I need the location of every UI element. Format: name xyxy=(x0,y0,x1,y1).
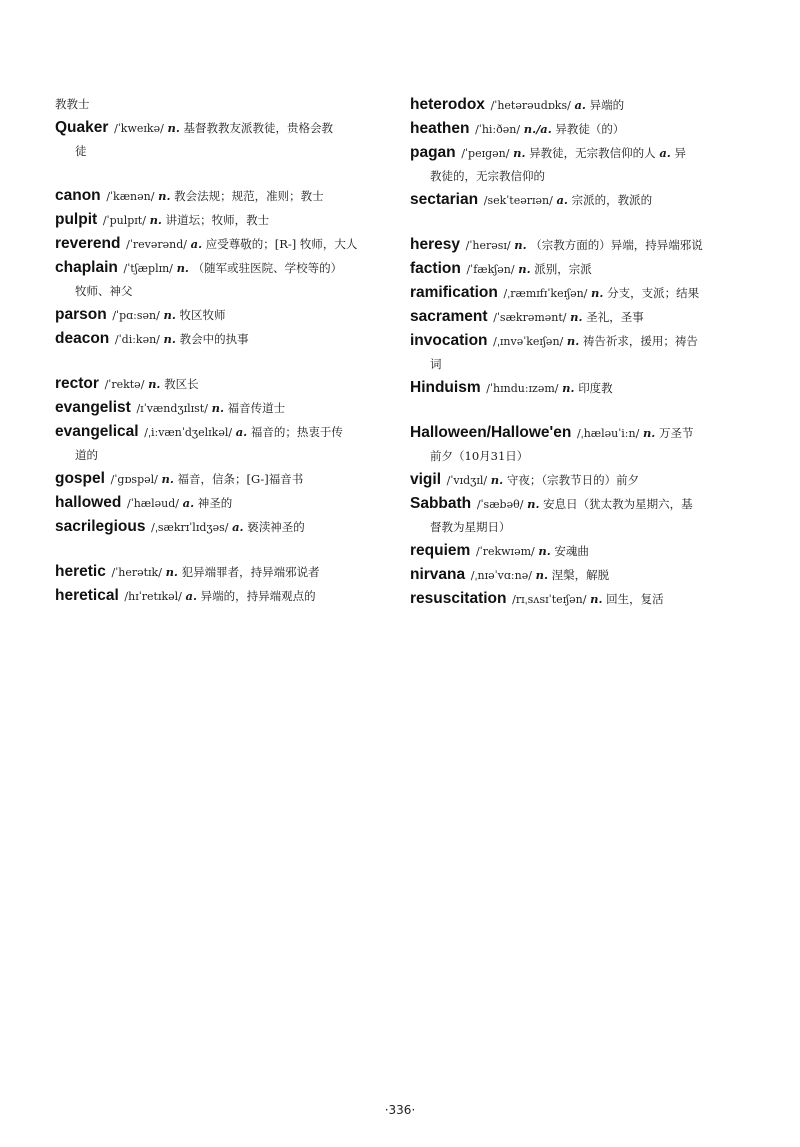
headword: heathen xyxy=(410,120,470,137)
dictionary-entry xyxy=(55,327,385,351)
dictionary-entry xyxy=(410,563,742,587)
pronunciation: /ˌiːvænˈdʒelɪkəl/ xyxy=(144,426,233,439)
headword: evangelist xyxy=(55,399,131,416)
section-gap xyxy=(410,400,742,421)
definition: 牧区牧师 xyxy=(179,308,226,322)
section-gap xyxy=(410,212,742,233)
headword: sacrament xyxy=(410,308,488,325)
pronunciation: /ˈtʃæplɪn/ xyxy=(123,262,173,275)
section-gap xyxy=(55,539,385,560)
definition: 异端的 xyxy=(589,98,625,112)
part-of-speech: n. xyxy=(161,472,174,486)
definition: 福音的；热衷于传 xyxy=(250,425,343,439)
part-of-speech: n. xyxy=(518,262,531,276)
part-of-speech: n. xyxy=(167,121,180,135)
pronunciation: /rɪˌsʌsɪˈteɪʃən/ xyxy=(512,593,587,606)
headword: evangelical xyxy=(55,423,139,440)
definition: 守夜；（宗教节日的）前夕 xyxy=(506,473,640,487)
definition: 异教徒，无宗教信仰的人 xyxy=(529,146,656,160)
pronunciation: /ˈrektə/ xyxy=(104,378,145,391)
dictionary-entry xyxy=(55,303,385,327)
pronunciation: /ˈkweɪkə/ xyxy=(114,122,164,135)
headword: requiem xyxy=(410,542,471,559)
headword: Quaker xyxy=(55,119,109,136)
headword: Halloween/Hallowe'en xyxy=(410,424,572,441)
definition: 教区长 xyxy=(164,377,199,391)
dictionary-entry xyxy=(410,233,742,257)
part-of-speech: n. xyxy=(570,310,583,324)
pronunciation: /ˈrekwɪəm/ xyxy=(475,545,535,558)
part-of-speech: n. xyxy=(163,308,176,322)
pronunciation: /ˈkænən/ xyxy=(106,190,155,203)
part-of-speech: n. xyxy=(490,473,504,487)
definition: 异教徒（的） xyxy=(555,122,625,136)
definition: 祷告祈求，援用；祷告 xyxy=(582,334,698,348)
dictionary-entry xyxy=(55,420,385,467)
pronunciation: /ˈhetərəudɒks/ xyxy=(490,99,571,112)
headword: heresy xyxy=(410,236,460,253)
headword: pulpit xyxy=(55,211,98,228)
dictionary-entry xyxy=(410,281,742,305)
continued-text: 教教士 xyxy=(55,97,90,111)
part-of-speech: n. xyxy=(527,497,540,511)
definition: 福音传道士 xyxy=(227,401,286,415)
definition: 安息日（犹太教为星期六，基 xyxy=(543,497,693,511)
definition: 基督教教友派教徒，贵格会教 xyxy=(183,121,333,135)
definition: 回生，复活 xyxy=(606,592,664,606)
pronunciation: /hɪˈretɪkəl/ xyxy=(124,590,182,603)
definition-continued: 教徒的，无宗教信仰的 xyxy=(430,169,545,183)
pronunciation: /ˌhæləuˈiːn/ xyxy=(576,427,640,440)
dictionary-entry xyxy=(410,305,742,329)
definition-continued: 徒 xyxy=(75,144,87,158)
definition: 福音，信条；[G-]福音书 xyxy=(177,472,304,486)
definition-2: 异 xyxy=(674,146,686,160)
pronunciation: /ˈpeɪgən/ xyxy=(461,147,510,160)
part-of-speech: n. xyxy=(591,286,604,300)
part-of-speech: n. xyxy=(148,377,161,391)
definition: 派别，宗派 xyxy=(534,262,592,276)
headword: chaplain xyxy=(55,259,118,276)
pronunciation: /ˈvɪdʒɪl/ xyxy=(446,474,488,487)
part-of-speech: n. xyxy=(165,565,178,579)
headword: gospel xyxy=(55,470,105,487)
dictionary-entry xyxy=(55,256,385,303)
dictionary-entry xyxy=(55,584,385,608)
dictionary-entry xyxy=(410,117,742,141)
part-of-speech: n. xyxy=(514,238,527,252)
dictionary-entry xyxy=(410,329,742,376)
definition: （随军或驻医院、学校等的） xyxy=(192,261,343,275)
pronunciation: /ˈgɒspəl/ xyxy=(110,473,158,486)
dictionary-entry xyxy=(410,421,742,468)
definition: 印度教 xyxy=(578,381,613,395)
definition: 圣礼，圣事 xyxy=(586,310,644,324)
right-column xyxy=(410,93,742,611)
pronunciation: /ˈhiːðən/ xyxy=(475,123,521,136)
pronunciation: /ˈherətɪk/ xyxy=(111,566,162,579)
part-of-speech: n./a. xyxy=(523,122,552,136)
headword: heterodox xyxy=(410,96,485,113)
definition: 神圣的 xyxy=(197,496,233,510)
part-of-speech: a. xyxy=(182,496,195,510)
part-of-speech: a. xyxy=(190,237,203,251)
part-of-speech: n. xyxy=(566,334,580,348)
part-of-speech: n. xyxy=(642,426,656,440)
part-of-speech-2: a. xyxy=(659,146,671,160)
part-of-speech: a. xyxy=(574,98,586,112)
pronunciation: /ˈherəsɪ/ xyxy=(465,239,511,252)
left-column xyxy=(55,93,385,608)
part-of-speech: n. xyxy=(535,568,548,582)
definition: （宗教方面的）异端，持异端邪说 xyxy=(530,238,703,252)
definition-continued: 前夕（10月31日） xyxy=(430,449,529,463)
headword: ramification xyxy=(410,284,498,301)
pronunciation: /ɪˈvændʒɪlɪst/ xyxy=(136,402,208,415)
pronunciation: /ˈhæləud/ xyxy=(126,497,179,510)
part-of-speech: n. xyxy=(211,401,224,415)
pronunciation: /ˈdiːkən/ xyxy=(114,333,160,346)
headword: rector xyxy=(55,375,99,392)
part-of-speech: n. xyxy=(513,146,526,160)
dictionary-entry xyxy=(410,141,742,188)
dictionary-entry xyxy=(410,376,742,400)
dictionary-entry xyxy=(55,184,385,208)
headword: Sabbath xyxy=(410,495,472,512)
dictionary-entry xyxy=(55,208,385,232)
definition-continued: 道的 xyxy=(75,448,98,462)
headword: invocation xyxy=(410,332,488,349)
part-of-speech: n. xyxy=(163,332,176,346)
section-gap xyxy=(55,163,385,184)
dictionary-entry xyxy=(410,539,742,563)
headword: parson xyxy=(55,306,107,323)
definition: 宗派的，教派的 xyxy=(571,193,653,207)
part-of-speech: a. xyxy=(232,520,244,534)
headword: reverend xyxy=(55,235,121,252)
dictionary-entry xyxy=(55,515,385,539)
part-of-speech: n. xyxy=(538,544,551,558)
part-of-speech: n. xyxy=(158,189,171,203)
headword: canon xyxy=(55,187,101,204)
part-of-speech: a. xyxy=(185,589,197,603)
headword: sacrilegious xyxy=(55,518,146,535)
definition: 教会中的执事 xyxy=(179,332,249,346)
page-number: ·336· xyxy=(384,1103,416,1117)
headword: heretic xyxy=(55,563,106,580)
definition: 讲道坛；牧师，教士 xyxy=(165,213,270,227)
part-of-speech: n. xyxy=(176,261,189,275)
definition: 安魂曲 xyxy=(554,544,589,558)
dictionary-entry xyxy=(410,587,742,611)
pronunciation: /ˈrevərənd/ xyxy=(126,238,187,251)
pronunciation: /ˈfækʃən/ xyxy=(466,263,515,276)
dictionary-entry xyxy=(410,257,742,281)
definition: 亵渎神圣的 xyxy=(247,520,305,534)
pronunciation: /ˈpulpɪt/ xyxy=(102,214,146,227)
dictionary-entry xyxy=(55,467,385,491)
pronunciation: /ˈhɪnduːɪzəm/ xyxy=(486,382,559,395)
definition: 教会法规；规范，准则；教士 xyxy=(174,189,324,203)
headword: heretical xyxy=(55,587,119,604)
definition: 异端的，持异端观点的 xyxy=(200,589,316,603)
pronunciation: /ˌnɪəˈvɑːnə/ xyxy=(470,569,532,582)
headword: hallowed xyxy=(55,494,122,511)
dictionary-entry xyxy=(410,468,742,492)
pronunciation: /ˌræmɪfɪˈkeɪʃən/ xyxy=(503,287,588,300)
definition: 涅槃，解脱 xyxy=(551,568,610,582)
dictionary-entry xyxy=(410,93,742,117)
part-of-speech: a. xyxy=(235,425,248,439)
definition: 应受尊敬的；[R-] 牧师，大人 xyxy=(205,237,358,251)
dictionary-entry xyxy=(55,116,385,163)
pronunciation: /sekˈteərɪən/ xyxy=(483,194,553,207)
section-gap xyxy=(55,351,385,372)
pronunciation: /ˈsæbəθ/ xyxy=(476,498,524,511)
dictionary-entry xyxy=(55,372,385,396)
pronunciation: /ˌɪnvəˈkeɪʃən/ xyxy=(493,335,564,348)
dictionary-entry xyxy=(55,396,385,420)
headword: vigil xyxy=(410,471,442,488)
dictionary-entry xyxy=(410,492,742,539)
part-of-speech: n. xyxy=(590,592,603,606)
dictionary-entry xyxy=(55,560,385,584)
definition-continued: 督教为星期日） xyxy=(430,520,511,534)
part-of-speech: a. xyxy=(556,193,568,207)
headword: nirvana xyxy=(410,566,466,583)
headword: pagan xyxy=(410,144,456,161)
headword: Hinduism xyxy=(410,379,481,396)
pronunciation: /ˌsækrɪˈlɪdʒəs/ xyxy=(151,521,229,534)
pronunciation: /ˈsækrəmənt/ xyxy=(493,311,567,324)
definition-continued: 牧师、神父 xyxy=(75,284,133,298)
part-of-speech: n. xyxy=(562,381,575,395)
headword: sectarian xyxy=(410,191,479,208)
pronunciation: /ˈpɑːsən/ xyxy=(112,309,160,322)
dictionary-entry xyxy=(55,491,385,515)
definition-continued: 词 xyxy=(430,357,442,371)
dictionary-entry xyxy=(410,188,742,212)
definition: 分支，支派；结果 xyxy=(607,286,700,300)
part-of-speech: n. xyxy=(149,213,162,227)
headword: faction xyxy=(410,260,461,277)
definition: 万圣节 xyxy=(658,426,694,440)
headword: deacon xyxy=(55,330,110,347)
headword: resuscitation xyxy=(410,590,507,607)
definition: 犯异端罪者，持异端邪说者 xyxy=(181,565,320,579)
dictionary-entry xyxy=(55,232,385,256)
